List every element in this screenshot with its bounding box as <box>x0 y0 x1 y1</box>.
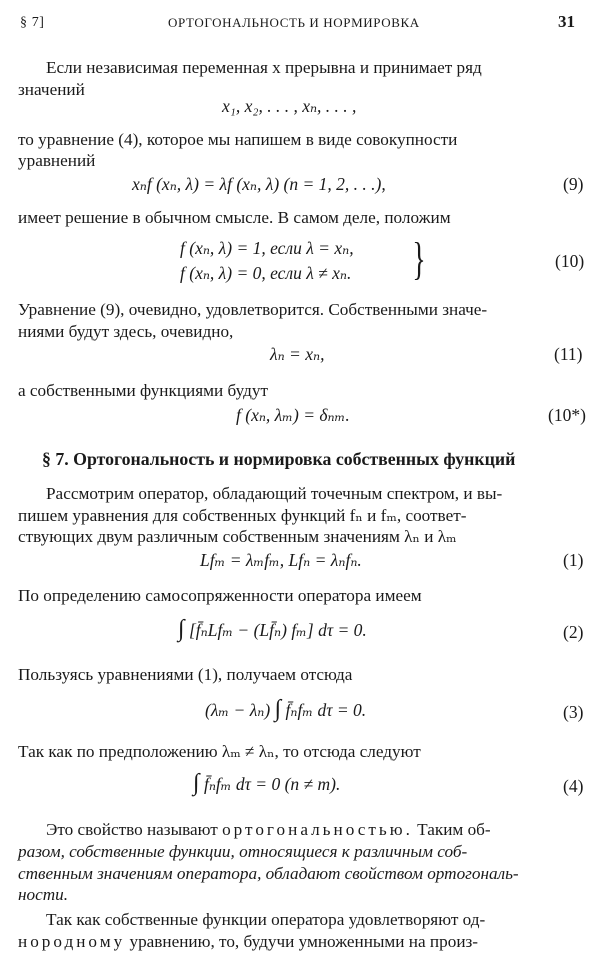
equation-number: (10*) <box>548 405 586 425</box>
equation-number: (9) <box>563 174 584 194</box>
text-line: а собственными функциями будут <box>18 381 268 400</box>
text-line: Так как собственные функции оператора удовлетворяют од- <box>46 910 486 929</box>
text-line: уравнений <box>18 151 96 170</box>
text-span: Таким об- <box>417 820 491 839</box>
text-span: Это свойство называют <box>46 820 218 839</box>
text-line: Уравнение (9), очевидно, удовлетворится. Собственными значе- <box>18 300 488 319</box>
text-line: Так как по предположению λₘ ≠ λₙ, то отсюда следуют <box>18 742 421 761</box>
text-line: ниями будут здесь, очевидно, <box>18 322 234 341</box>
text-line: Пользуясь уравнениями (1), получаем отсюда <box>18 665 353 684</box>
equation-number: (10) <box>555 251 585 271</box>
equation-10a: f (xₙ, λ) = 1, если λ = xₙ, <box>180 238 354 258</box>
equation-9: xₙf (xₙ, λ) = λf (xₙ, λ) (n = 1, 2, . . .), <box>132 174 386 194</box>
equation-4 <box>193 770 340 797</box>
integral-sign: ∫ <box>193 770 200 796</box>
equation-number: (4) <box>563 776 584 796</box>
equation-values: x₁, x₂, . . . , xₙ, . . . , <box>222 96 357 116</box>
equation-4-body: f̄ₙfₘ dτ = 0 (n ≠ m). <box>203 774 341 794</box>
equation-1: Lfₘ = λₘfₘ, Lfₙ = λₙfₙ. <box>200 550 362 570</box>
equation-number: (3) <box>563 702 584 722</box>
text-line: значений <box>18 80 85 99</box>
text-line: Если независимая переменная x прерывна и принимает ряд <box>46 58 482 77</box>
page-number: 31 <box>558 12 575 31</box>
text-line: то уравнение (4), которое мы напишем в виде совокупности <box>18 130 458 149</box>
text-line <box>18 932 478 952</box>
section-title: § 7. Ортогональность и нормировка собственных функций <box>42 449 516 469</box>
text-line <box>46 820 491 840</box>
equation-number: (1) <box>563 550 584 570</box>
equation-3-body: f̄ₙfₘ dτ = 0. <box>285 700 367 720</box>
equation-10-star: f (xₙ, λₘ) = δₙₘ. <box>236 405 350 425</box>
integral-sign: ∫ <box>178 616 185 642</box>
text-line: ственным значениям оператора, обладают свойством ортогональ- <box>18 864 519 883</box>
right-brace: } <box>412 233 426 284</box>
equation-number: (11) <box>554 344 583 364</box>
emphasized-term: ортогональностью. <box>222 820 413 839</box>
equation-2-body: [f̄ₙLfₘ − (Lf̄ₙ) fₘ] dτ = 0. <box>188 620 367 640</box>
text-line: разом, собственные функции, относящиеся к различным соб- <box>18 842 468 861</box>
emphasized-term: нородному <box>18 932 126 951</box>
equation-2 <box>178 616 367 643</box>
text-line: ности. <box>18 885 69 904</box>
text-line: имеет решение в обычном смысле. В самом деле, положим <box>18 208 451 227</box>
text-line: пишем уравнения для собственных функций fₙ и fₘ, соответ- <box>18 506 467 525</box>
equation-11: λₙ = xₙ, <box>270 344 325 364</box>
text-line: По определению самосопряженности оператора имеем <box>18 586 422 605</box>
text-span: уравнению, то, будучи умноженными на произ- <box>129 932 479 951</box>
equation-10b: f (xₙ, λ) = 0, если λ ≠ xₙ. <box>180 263 352 283</box>
equation-3 <box>205 696 366 723</box>
text-line: Рассмотрим оператор, обладающий точечным спектром, и вы- <box>46 484 503 503</box>
header-title: ОРТОГОНАЛЬНОСТЬ И НОРМИРОВКА <box>168 15 420 30</box>
equation-3-factor: (λₘ − λₙ) <box>205 700 271 720</box>
equation-number: (2) <box>563 622 584 642</box>
header-section: § 7] <box>20 15 45 30</box>
text-line: ствующих двум различным собственным значениям λₙ и λₘ <box>18 527 457 546</box>
integral-sign: ∫ <box>274 696 282 722</box>
